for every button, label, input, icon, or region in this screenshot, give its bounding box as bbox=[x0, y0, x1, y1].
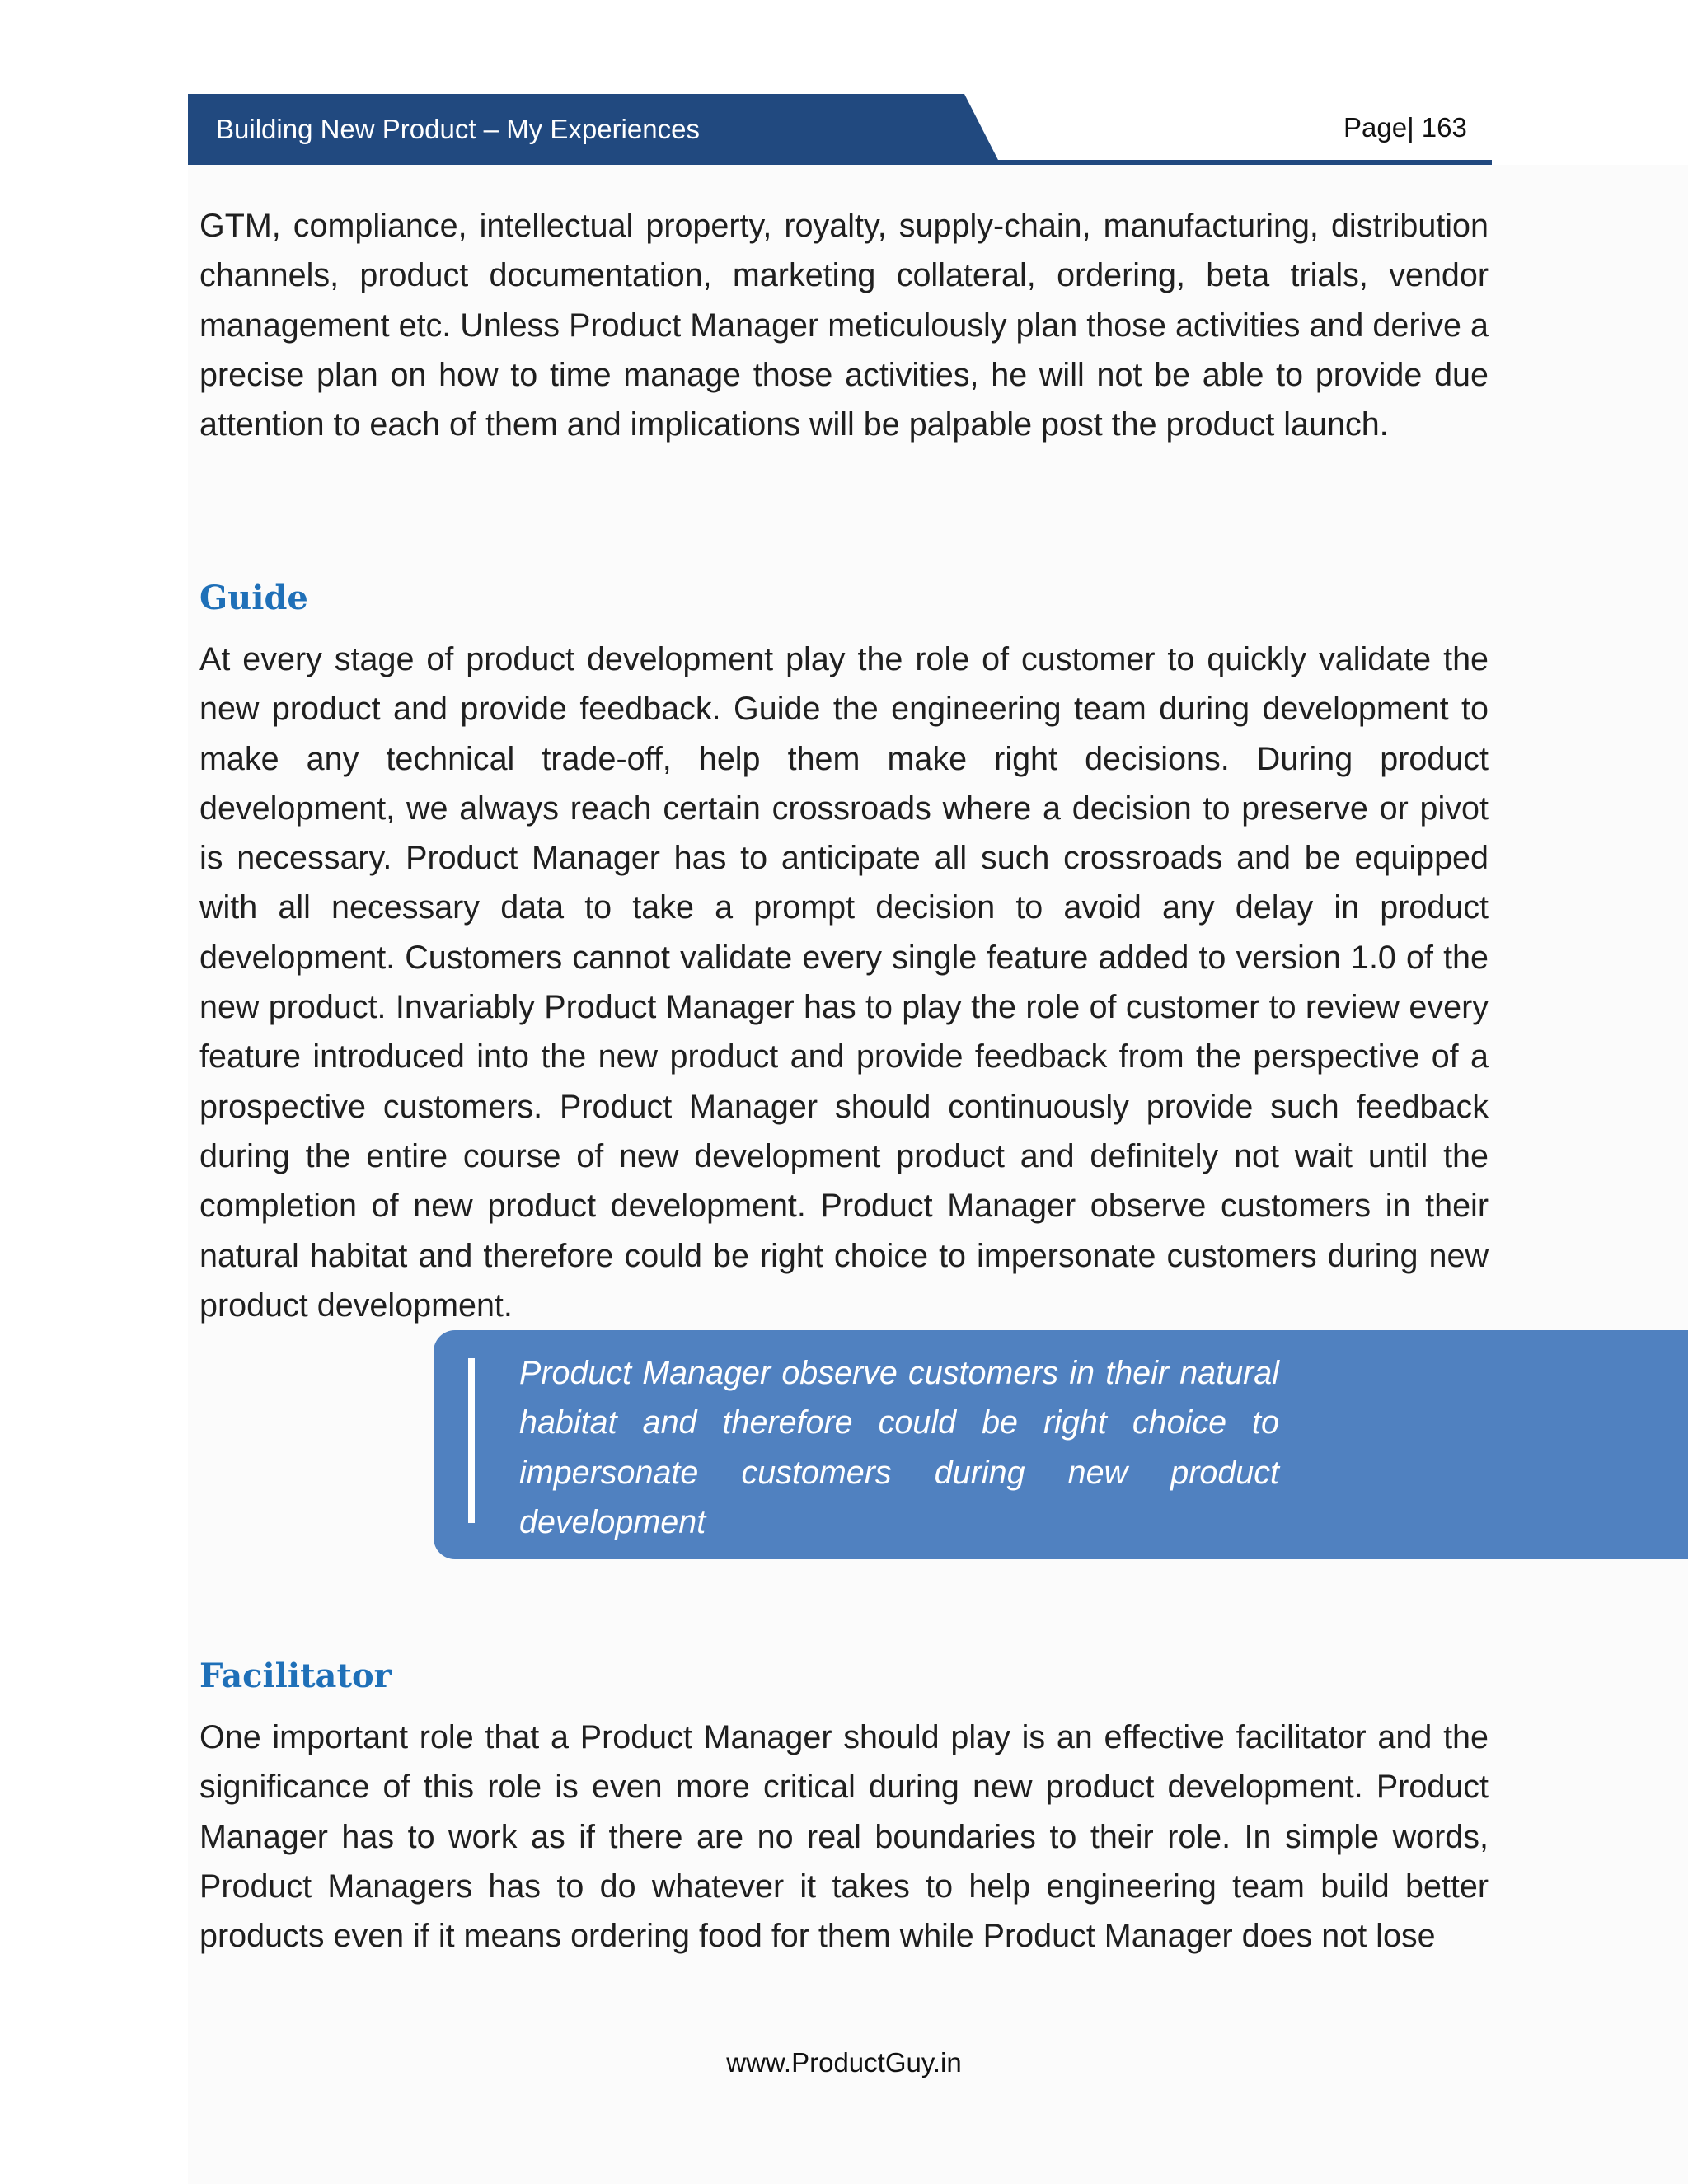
header-rule bbox=[188, 160, 1492, 165]
intro-paragraph: GTM, compliance, intellectual property, royalty, supply-chain, manufacturing, distribution channels, product documentation, marketing collateral, ordering, beta trials, vendor management etc. Unless Product Manager meticulously plan those activities and derive a precise plan on how to time manage those activities, he will not be able to provide due attention to each of them and implications will be palpable post the product launch. bbox=[199, 208, 1489, 443]
page-number: Page| 163 bbox=[1343, 112, 1467, 143]
section-heading-guide: Guide bbox=[199, 579, 308, 617]
guide-paragraph: At every stage of product development play the role of customer to quickly validate the new product and provide feedback. Guide the engineering team during development to make any technical trade-off, help them make right decisions. During product development, we always reach certain crossroads where a decision to preserve or pivot is necessary. Product Manager has to anticipate all such crossroads and be equipped with all necessary data to take a prompt decision to avoid any delay in product development. Customers cannot validate every single feature added to version 1.0 of the new product. Invariably Product Manager has to play the role of customer to review every feature introduced into the new product and provide feedback from the perspective of a prospective customers. Product Manager should continuously provide such feedback during the entire course of new development product and definitely not wait until the completion of new product development. Product Manager observe customers in their natural habitat and therefore could be right choice to impersonate customers during new product development. bbox=[199, 641, 1489, 1324]
callout-bar bbox=[468, 1358, 475, 1523]
footer-url: www.ProductGuy.in bbox=[726, 2047, 962, 2078]
section-heading-facilitator: Facilitator bbox=[199, 1657, 392, 1695]
callout-quote: Product Manager observe customers in their natural habitat and therefore could be right choice to impersonate customers during new product development bbox=[519, 1355, 1279, 1540]
book-title: Building New Product – My Experiences bbox=[216, 114, 700, 144]
facilitator-paragraph: One important role that a Product Manager should play is an effective facilitator and the significance of this role is even more critical during new product development. Product Manager has to work as if there are no real boundaries to their role. In simple words, Product Managers has to do whatever it takes to help engineering team build better products even if it means ordering food for them while Product Manager does not lose bbox=[199, 1719, 1489, 1955]
